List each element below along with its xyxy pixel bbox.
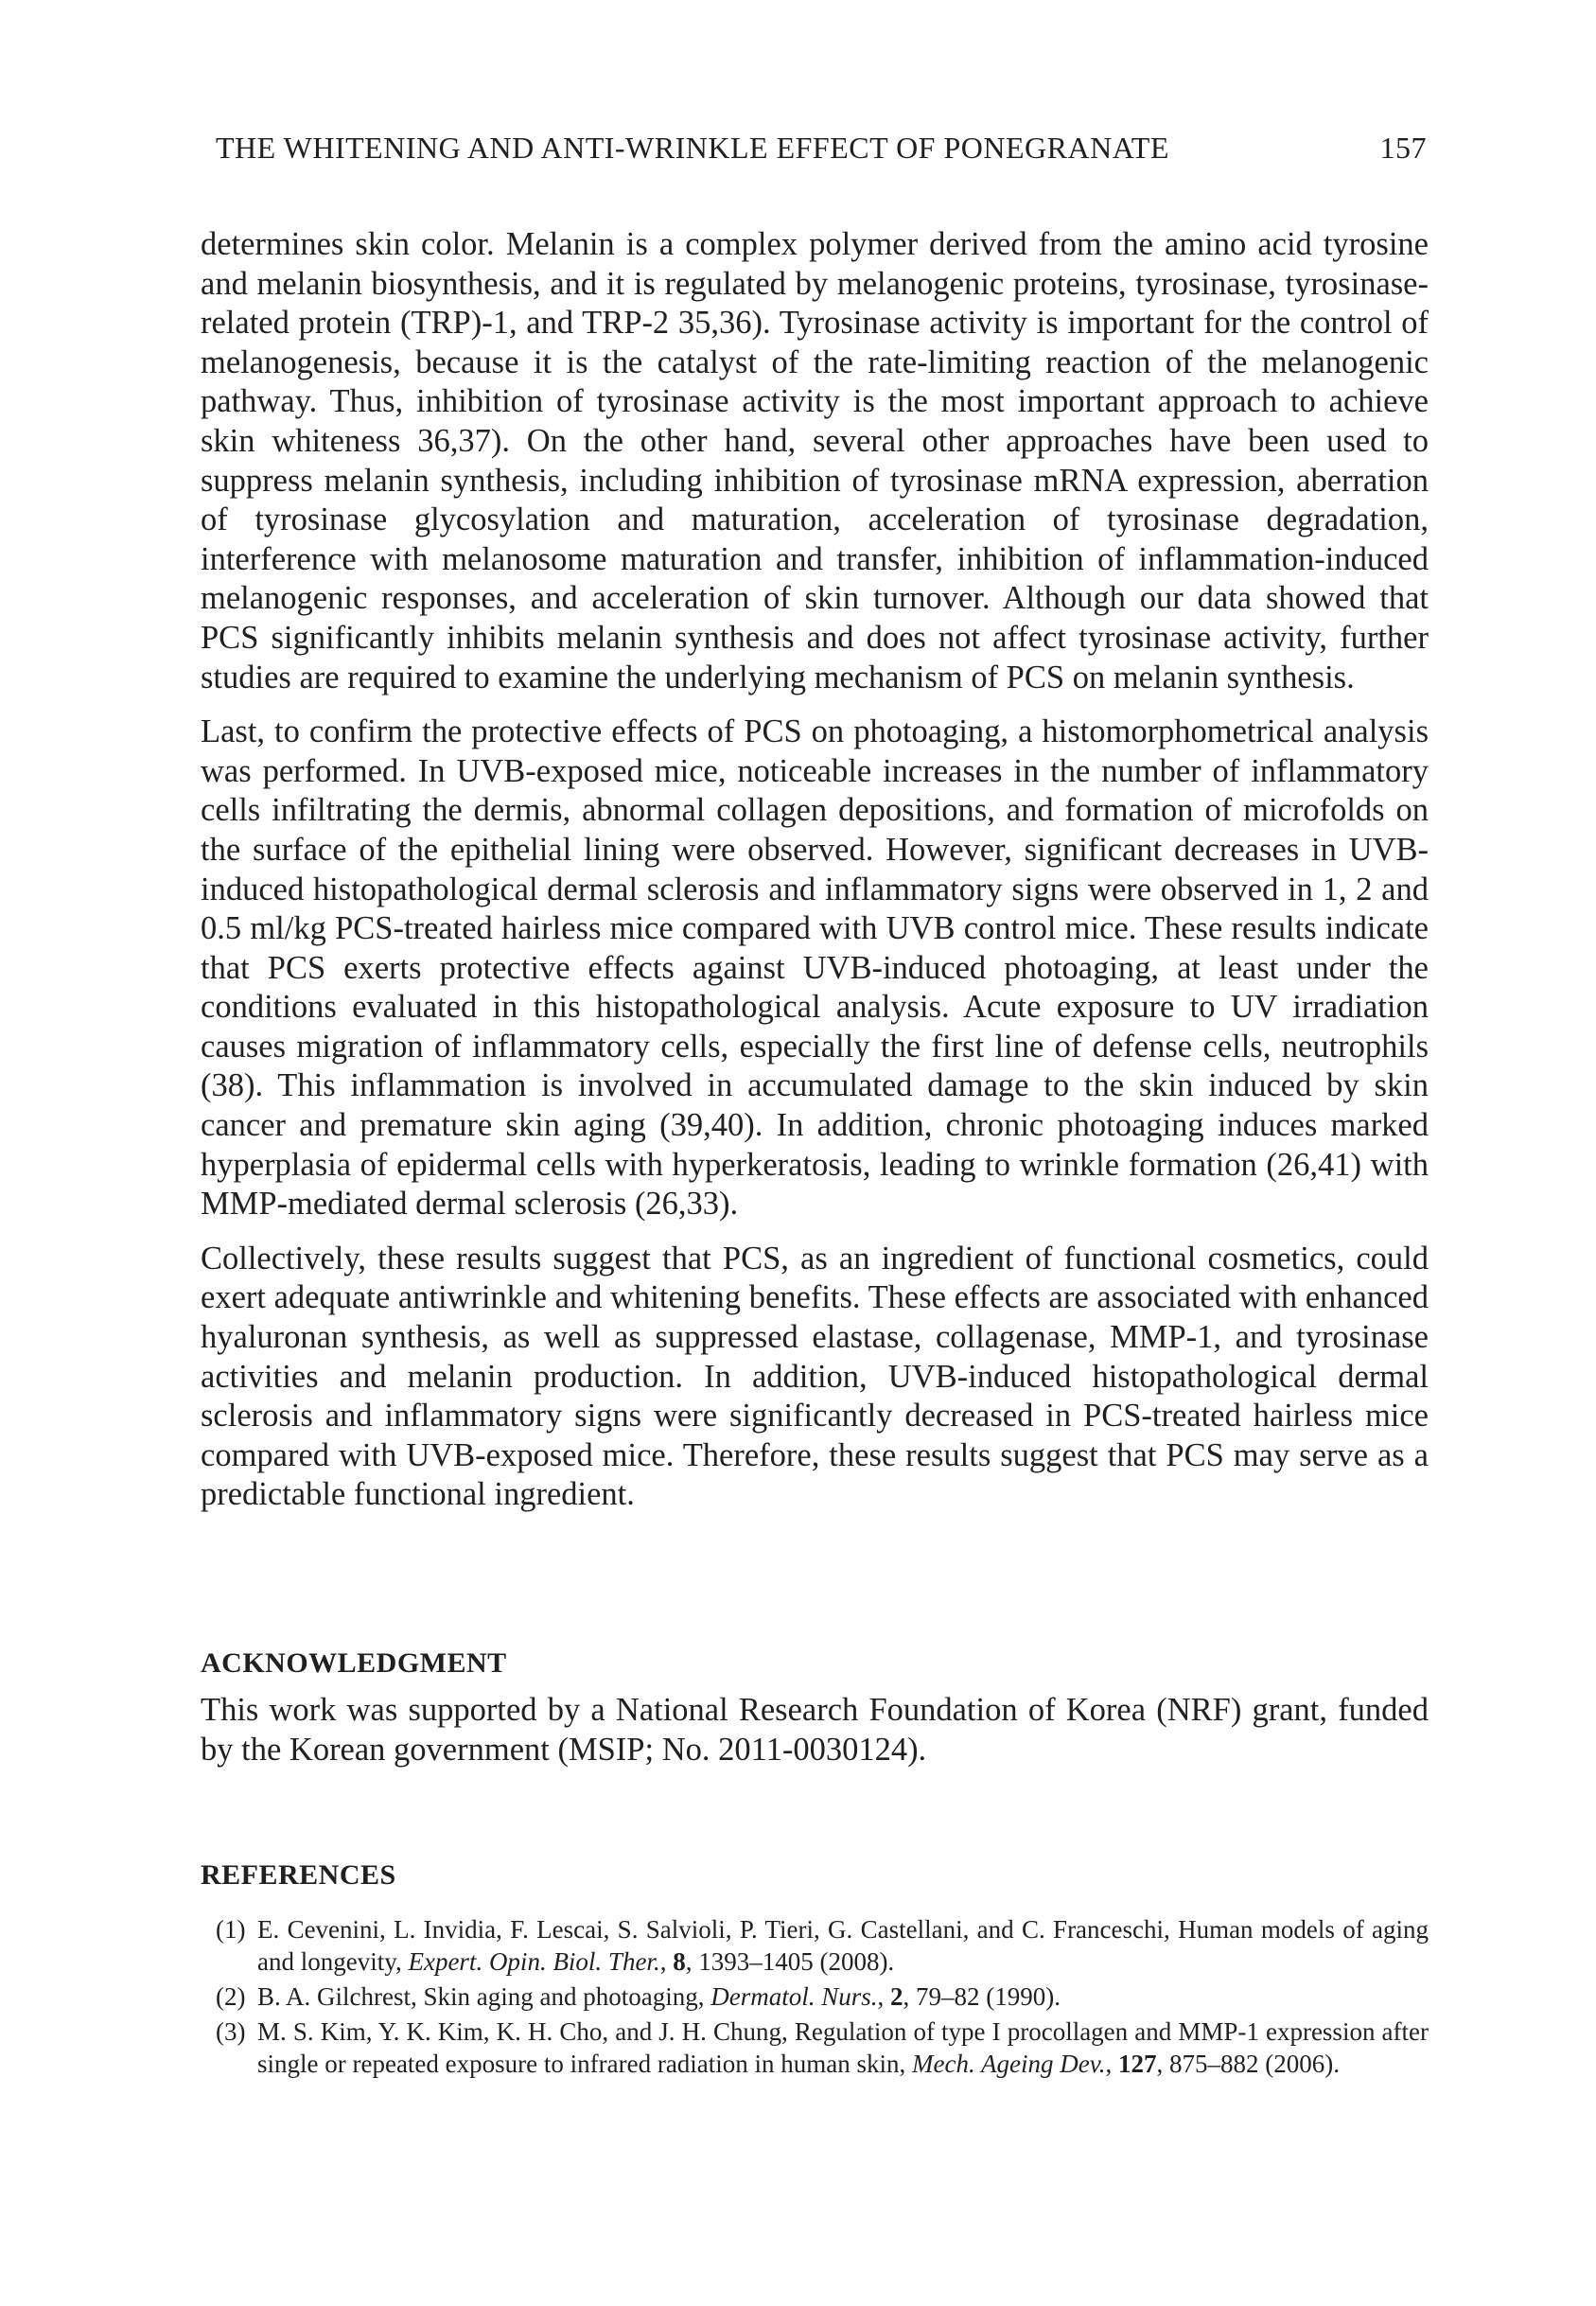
reference-authors: B. A. Gilchrest, Skin aging and photoaging, <box>257 1982 711 2011</box>
reference-authors: E. Cevenini, L. Invidia, F. Lescai, S. Salvioli, P. Tieri, G. Castellani, and C. Franceschi, Human models of aging and longevity, <box>257 1915 1429 1976</box>
reference-journal: Mech. Ageing Dev. <box>912 2050 1106 2078</box>
references-heading: REFERENCES <box>201 1859 396 1891</box>
acknowledgment-text: This work was supported by a National Research Foundation of Korea (NRF) grant, funded by the Korean government (MSIP; No. 2011-0030124). <box>201 1692 1429 1768</box>
reference-list <box>216 1913 1429 2083</box>
reference-number: (3) <box>216 2017 246 2046</box>
reference-number: (1) <box>216 1915 246 1944</box>
paragraph: determines skin color. Melanin is a complex polymer derived from the amino acid tyrosine and melanin biosynthesis, and it is regulated by melanogenic proteins, tyrosinase, tyrosinase-related protein (TRP)-1, and TRP-2 35,36). Tyrosinase activity is important for the control of melanogenesis, because it is the catalyst of the rate-limiting reaction of the melanogenic pathway. Thus, inhibition of tyrosinase activity is the most important approach to achieve skin whiteness 36,37). On the other hand, several other approaches have been used to suppress melanin synthesis, including inhibition of tyrosinase mRNA expression, aberration of tyrosinase glycosylation and maturation, acceleration of tyrosinase degradation, interference with melanosome maturation and transfer, inhibition of inflammation-induced melanogenic responses, and acceleration of skin turnover. Although our data showed that PCS significantly inhibits melanin synthesis and does not affect tyrosinase activity, further studies are required to examine the underlying mechanism of PCS on melanin synthesis. <box>201 226 1429 695</box>
page-number: 157 <box>1379 131 1427 165</box>
reference-journal: Dermatol. Nurs. <box>710 1982 878 2011</box>
paragraph: Last, to confirm the protective effects of PCS on photoaging, a histomorphometrical analysis was performed. In UVB-exposed mice, noticeable increases in the number of inflammatory cells infiltrating the dermis, abnormal collagen depositions, and formation of microfolds on the surface of the epithelial lining were observed. However, significant decreases in UVB-induced histopathological dermal sclerosis and inflammatory signs were observed in 1, 2 and 0.5 ml/kg PCS-treated hairless mice compared with UVB control mice. These results indicate that PCS exerts protective effects against UVB-induced photoaging, at least under the conditions evaluated in this histopathological analysis. Acute exposure to UV irradiation causes migration of inflammatory cells, especially the first line of defense cells, neutrophils (38). This inflammation is involved in accumulated damage to the skin induced by skin cancer and premature skin aging (39,40). In addition, chronic photoaging induces marked hyperplasia of epidermal cells with hyperkeratosis, leading to wrinkle formation (26,41) with MMP-mediated dermal sclerosis (26,33). <box>201 713 1429 1223</box>
reference-item: (3) M. S. Kim, Y. K. Kim, K. H. Cho, and J. H. Chung, Regulation of type I procollagen and MMP-1 expression after single or repeated exposure to infrared radiation in human skin, Mech. Ageing Dev., 127, 875–882 (2006). <box>216 2017 1429 2078</box>
paragraph: Collectively, these results suggest that PCS, as an ingredient of functional cosmetics, could exert adequate antiwrinkle and whitening benefits. These effects are associated with enhanced hyaluronan synthesis, as well as suppressed elastase, collagenase, MMP-1, and tyrosinase activities and melanin production. In addition, UVB-induced histopathological dermal sclerosis and inflammatory signs were significantly decreased in PCS-treated hairless mice compared with UVB-exposed mice. Therefore, these results suggest that PCS may serve as a predictable functional ingredient. <box>201 1240 1429 1513</box>
reference-journal: Expert. Opin. Biol. Ther. <box>408 1947 660 1976</box>
body-text <box>201 225 1429 1530</box>
running-title: THE WHITENING AND ANTI-WRINKLE EFFECT OF PONEGRANATE <box>216 131 1169 165</box>
reference-item: (2) B. A. Gilchrest, Skin aging and photoaging, Dermatol. Nurs., 2, 79–82 (1990). <box>216 1982 1061 2011</box>
reference-number: (2) <box>216 1982 246 2011</box>
reference-volume: 127 <box>1117 2050 1157 2078</box>
acknowledgment-heading: ACKNOWLEDGMENT <box>201 1647 507 1679</box>
reference-authors: M. S. Kim, Y. K. Kim, K. H. Cho, and J. H. Chung, Regulation of type I procollagen and MMP-1 expression after single or repeated exposure to infrared radiation in human skin, <box>257 2017 1429 2078</box>
reference-pages: 875–882 (2006). <box>1163 2050 1340 2078</box>
reference-pages: 1393–1405 (2008). <box>692 1947 895 1976</box>
reference-volume: 2 <box>889 1982 903 2011</box>
reference-item: (1) E. Cevenini, L. Invidia, F. Lescai, S. Salvioli, P. Tieri, G. Castellani, and C. Franceschi, Human models of aging and longevity, Expert. Opin. Biol. Ther., 8, 1393–1405 (2008). <box>216 1915 1429 1976</box>
reference-pages: 79–82 (1990). <box>909 1982 1061 2011</box>
reference-volume: 8 <box>673 1947 686 1976</box>
running-header <box>216 131 1427 172</box>
